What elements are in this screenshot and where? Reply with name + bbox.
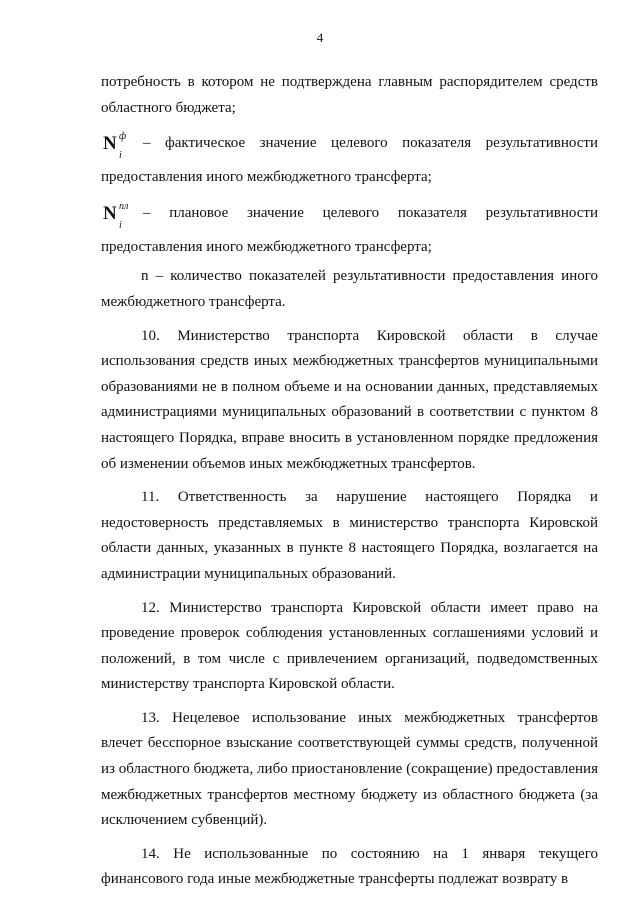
paragraph-14: 14. Не использованные по состоянию на 1 января текущего финансового года иные межбюджетные трансферты подлежат возврату в <box>101 845 598 888</box>
paragraph-12: 12. Министерство транспорта Кировской области имеет право на проведение проверок соблюдения установленных соглашениями условий и положений, в том числе с привлечением организаций, подведомственных министерству транспорта Кировской области. <box>101 599 598 693</box>
formula-fact-symbol <box>103 131 133 162</box>
paragraph-11-word: настоящего <box>425 489 499 506</box>
formula-plan-letter: N <box>103 202 117 224</box>
formula-plan-subscript: i <box>119 219 122 231</box>
paragraph-10 <box>101 324 598 478</box>
page-number: 4 <box>316 30 324 45</box>
formula-plan-continuation: предоставления иного межбюджетного трансферта; <box>101 238 432 255</box>
paragraph-10-word: случае <box>555 327 598 344</box>
intro-line-2: областного бюджета; <box>101 99 236 116</box>
paragraph-11 <box>101 485 598 587</box>
paragraph-13: 13. Нецелевое использование иных межбюджетных трансфертов влечет бесспорное взыскание соответствующей суммы средств, полученной из областного бюджета, либо приостановление (сокращение) предоставления межбюджетных трансфертов местному бюджету из областного бюджета (за исключением субвенций). <box>101 709 598 829</box>
formula-fact-continuation: предоставления иного межбюджетного трансферта; <box>101 169 432 186</box>
formula-plan-description: – плановое значение целевого показателя результативности <box>143 204 598 221</box>
formula-plan-row <box>101 197 598 231</box>
paragraph-11-word: и <box>589 489 598 506</box>
formula-fact-description: – фактическое значение целевого показателя результативности <box>143 135 598 152</box>
formula-fact-superscript: ф <box>119 131 127 143</box>
formula-fact-row <box>101 127 598 161</box>
formula-plan-symbol <box>103 200 133 231</box>
n-definition: n – количество показателей результативности предоставления иного межбюджетного трансферта. <box>101 268 598 310</box>
paragraph-11-word: нарушение <box>336 489 407 506</box>
paragraph-10-word: Министерство <box>177 327 270 344</box>
paragraph-11-word: Порядка <box>517 489 572 506</box>
paragraph-10-body: использования средств иных межбюджетных трансфертов муниципальными образованиями не в полном объеме и на основании данных, представляемых администрациями муниципальных образований в соответствии с пунктом 8 настоящего Порядка, вправе вносить в установленном порядке предложения об изменении объемов иных межбюджетных трансфертов. <box>101 353 598 472</box>
paragraph-11-word: за <box>305 489 318 506</box>
paragraph-10-word: области <box>463 327 514 344</box>
paragraph-11-word: Ответственность <box>177 489 287 506</box>
paragraph-10-word: транспорта <box>287 327 360 344</box>
formula-plan-superscript: пл <box>119 200 129 212</box>
intro-line-1: потребность в котором не подтверждена главным распорядителем средств <box>101 74 598 90</box>
formula-fact-subscript: i <box>119 150 122 162</box>
formula-fact-letter: N <box>103 133 117 155</box>
paragraph-10-first-line <box>101 324 598 350</box>
document-body <box>101 70 598 893</box>
paragraph-11-first-line <box>101 485 598 511</box>
paragraph-10-word: Кировской <box>376 327 446 344</box>
paragraph-10-word: 10. <box>141 327 160 344</box>
paragraph-10-word: в <box>530 327 538 344</box>
paragraph-11-body: недостоверность представляемых в министерство транспорта Кировской области данных, указанных в пункте 8 настоящего Порядка, возлагается на администрации муниципальных образований. <box>101 514 598 582</box>
paragraph-11-word: 11. <box>141 489 160 506</box>
